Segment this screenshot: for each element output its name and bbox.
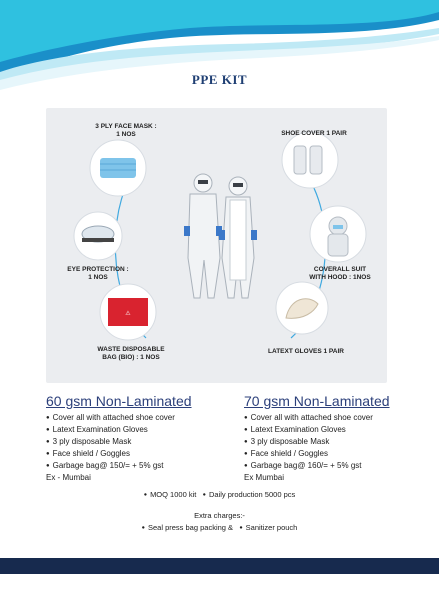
- left-heading: 60 gsm Non-Laminated: [46, 393, 192, 409]
- shoe-cover-icon: [282, 132, 338, 188]
- moq-line: [0, 490, 439, 499]
- product-image-panel: [46, 108, 387, 383]
- label-face-mask: 3 PLY FACE MASK : 1 NOS: [95, 123, 157, 138]
- production-text: ● Daily production 5000 pcs: [203, 490, 296, 499]
- list-item: ● Garbage bag@ 150/= + 5% gst: [46, 460, 236, 472]
- moq-text: ● MOQ 1000 kit: [144, 490, 197, 499]
- list-item: ● Face shield / Goggles: [46, 448, 236, 460]
- right-feature-list: [244, 412, 434, 472]
- extra-charge-sanitizer: ● Sanitizer pouch: [239, 523, 297, 532]
- right-heading: 70 gsm Non-Laminated: [244, 393, 390, 409]
- extra-charge-packing: ● Seal press bag packing &: [142, 523, 233, 532]
- coverall-icon: [310, 206, 366, 262]
- list-item: ● Face shield / Goggles: [244, 448, 434, 460]
- ppe-suit-person-left: [184, 174, 222, 298]
- left-spec-column: [46, 393, 236, 483]
- left-location: Ex - Mumbai: [46, 473, 91, 482]
- right-location: Ex Mumbai: [244, 473, 285, 482]
- label-coverall: COVERALL SUIT WITH HOOD : 1NOS: [309, 266, 371, 281]
- kit-illustration: [46, 108, 387, 383]
- label-waste-bag: WASTE DISPOSABLE BAG (BIO) : 1 NOS: [97, 346, 165, 361]
- list-item: ● Garbage bag@ 160/= + 5% gst: [244, 460, 434, 472]
- list-item: ● Latext Examination Gloves: [244, 424, 434, 436]
- waste-bag-icon: [100, 284, 156, 340]
- extra-charges-heading: Extra charges:-: [194, 511, 245, 520]
- label-eye-protection: EYE PROTECTION : 1 NOS: [67, 266, 129, 281]
- label-gloves: LATEXT GLOVES 1 PAIR: [268, 348, 344, 355]
- list-item: ● 3 ply disposable Mask: [46, 436, 236, 448]
- page-title: PPE KIT: [191, 72, 248, 87]
- list-item: ● Cover all with attached shoe cover: [244, 412, 434, 424]
- extra-charges-line: [0, 523, 439, 532]
- left-feature-list: [46, 412, 236, 472]
- label-shoe-cover: SHOE COVER 1 PAIR: [281, 130, 347, 137]
- footer-bar: [0, 558, 439, 574]
- goggles-icon: [74, 212, 122, 260]
- face-mask-icon: [90, 140, 146, 196]
- right-spec-column: [244, 393, 434, 483]
- list-item: ● Cover all with attached shoe cover: [46, 412, 236, 424]
- ppe-suit-person-right: [219, 177, 257, 298]
- list-item: ● Latext Examination Gloves: [46, 424, 236, 436]
- list-item: ● 3 ply disposable Mask: [244, 436, 434, 448]
- svg-text:⚠: ⚠: [125, 311, 131, 317]
- gloves-icon: [276, 282, 328, 334]
